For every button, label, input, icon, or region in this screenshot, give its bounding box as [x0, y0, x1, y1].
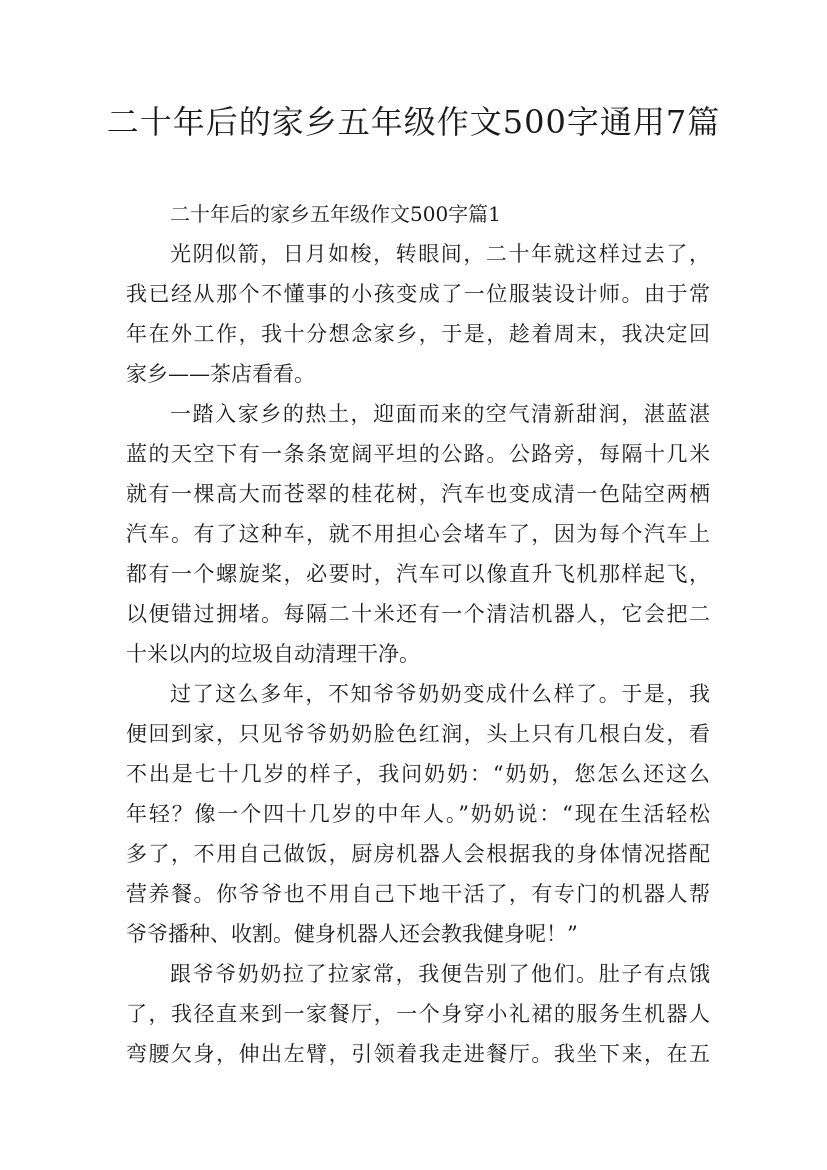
paragraph-2	[126, 394, 710, 674]
text-line: 不出是七十几岁的样子，我问奶奶：“奶奶，您怎么还这么	[126, 762, 710, 786]
text-line: 弯腰欠身，伸出左臂，引领着我走进餐厅。我坐下来，在五	[126, 1042, 710, 1066]
text-line: 汽车。有了这种车，就不用担心会堵车了，因为每个汽车上	[126, 522, 710, 546]
text-line: 了，我径直来到一家餐厅，一个身穿小礼裙的服务生机器人	[126, 1002, 710, 1026]
text-line: 我已经从那个不懂事的小孩变成了一位服装设计师。由于常	[126, 282, 710, 306]
paragraph-4	[126, 954, 710, 1074]
text-line: 一踏入家乡的热土，迎面而来的空气清新甜润，湛蓝湛	[170, 402, 710, 426]
text-line: 就有一棵高大而苍翠的桂花树，汽车也变成清一色陆空两栖	[126, 482, 710, 506]
document-body	[126, 194, 710, 1074]
text-line: 爷爷播种、收割。健身机器人还会教我健身呢！”	[126, 922, 578, 946]
text-line: 以便错过拥堵。每隔二十米还有一个清洁机器人，它会把二	[126, 602, 710, 626]
document-title: 二十年后的家乡五年级作文500字通用7篇	[106, 103, 721, 141]
text-line: 光阴似箭，日月如梭，转眼间，二十年就这样过去了，	[170, 242, 710, 266]
text-line: 十米以内的垃圾自动清理干净。	[126, 642, 420, 666]
paragraph-1	[126, 234, 710, 394]
text-line: 年在外工作，我十分想念家乡，于是，趁着周末，我决定回	[126, 322, 710, 346]
text-line: 营养餐。你爷爷也不用自己下地干活了，有专门的机器人帮	[126, 882, 710, 906]
text-line: 都有一个螺旋桨，必要时，汽车可以像直升飞机那样起飞，	[126, 562, 710, 586]
text-line: 跟爷爷奶奶拉了拉家常，我便告别了他们。肚子有点饿	[170, 962, 710, 986]
section-heading: 二十年后的家乡五年级作文500字篇1	[170, 202, 501, 226]
text-line: 蓝的天空下有一条条宽阔平坦的公路。公路旁，每隔十几米	[126, 442, 710, 466]
text-line: 便回到家，只见爷爷奶奶脸色红润，头上只有几根白发，看	[126, 722, 710, 746]
text-line: 过了这么多年，不知爷爷奶奶变成什么样了。于是，我	[170, 682, 710, 706]
text-line: 年轻？像一个四十几岁的中年人。”奶奶说：“现在生活轻松	[126, 802, 710, 826]
text-line: 多了，不用自己做饭，厨房机器人会根据我的身体情况搭配	[126, 842, 710, 866]
paragraph-3	[126, 674, 710, 954]
text-line: 家乡——茶店看看。	[126, 362, 315, 386]
